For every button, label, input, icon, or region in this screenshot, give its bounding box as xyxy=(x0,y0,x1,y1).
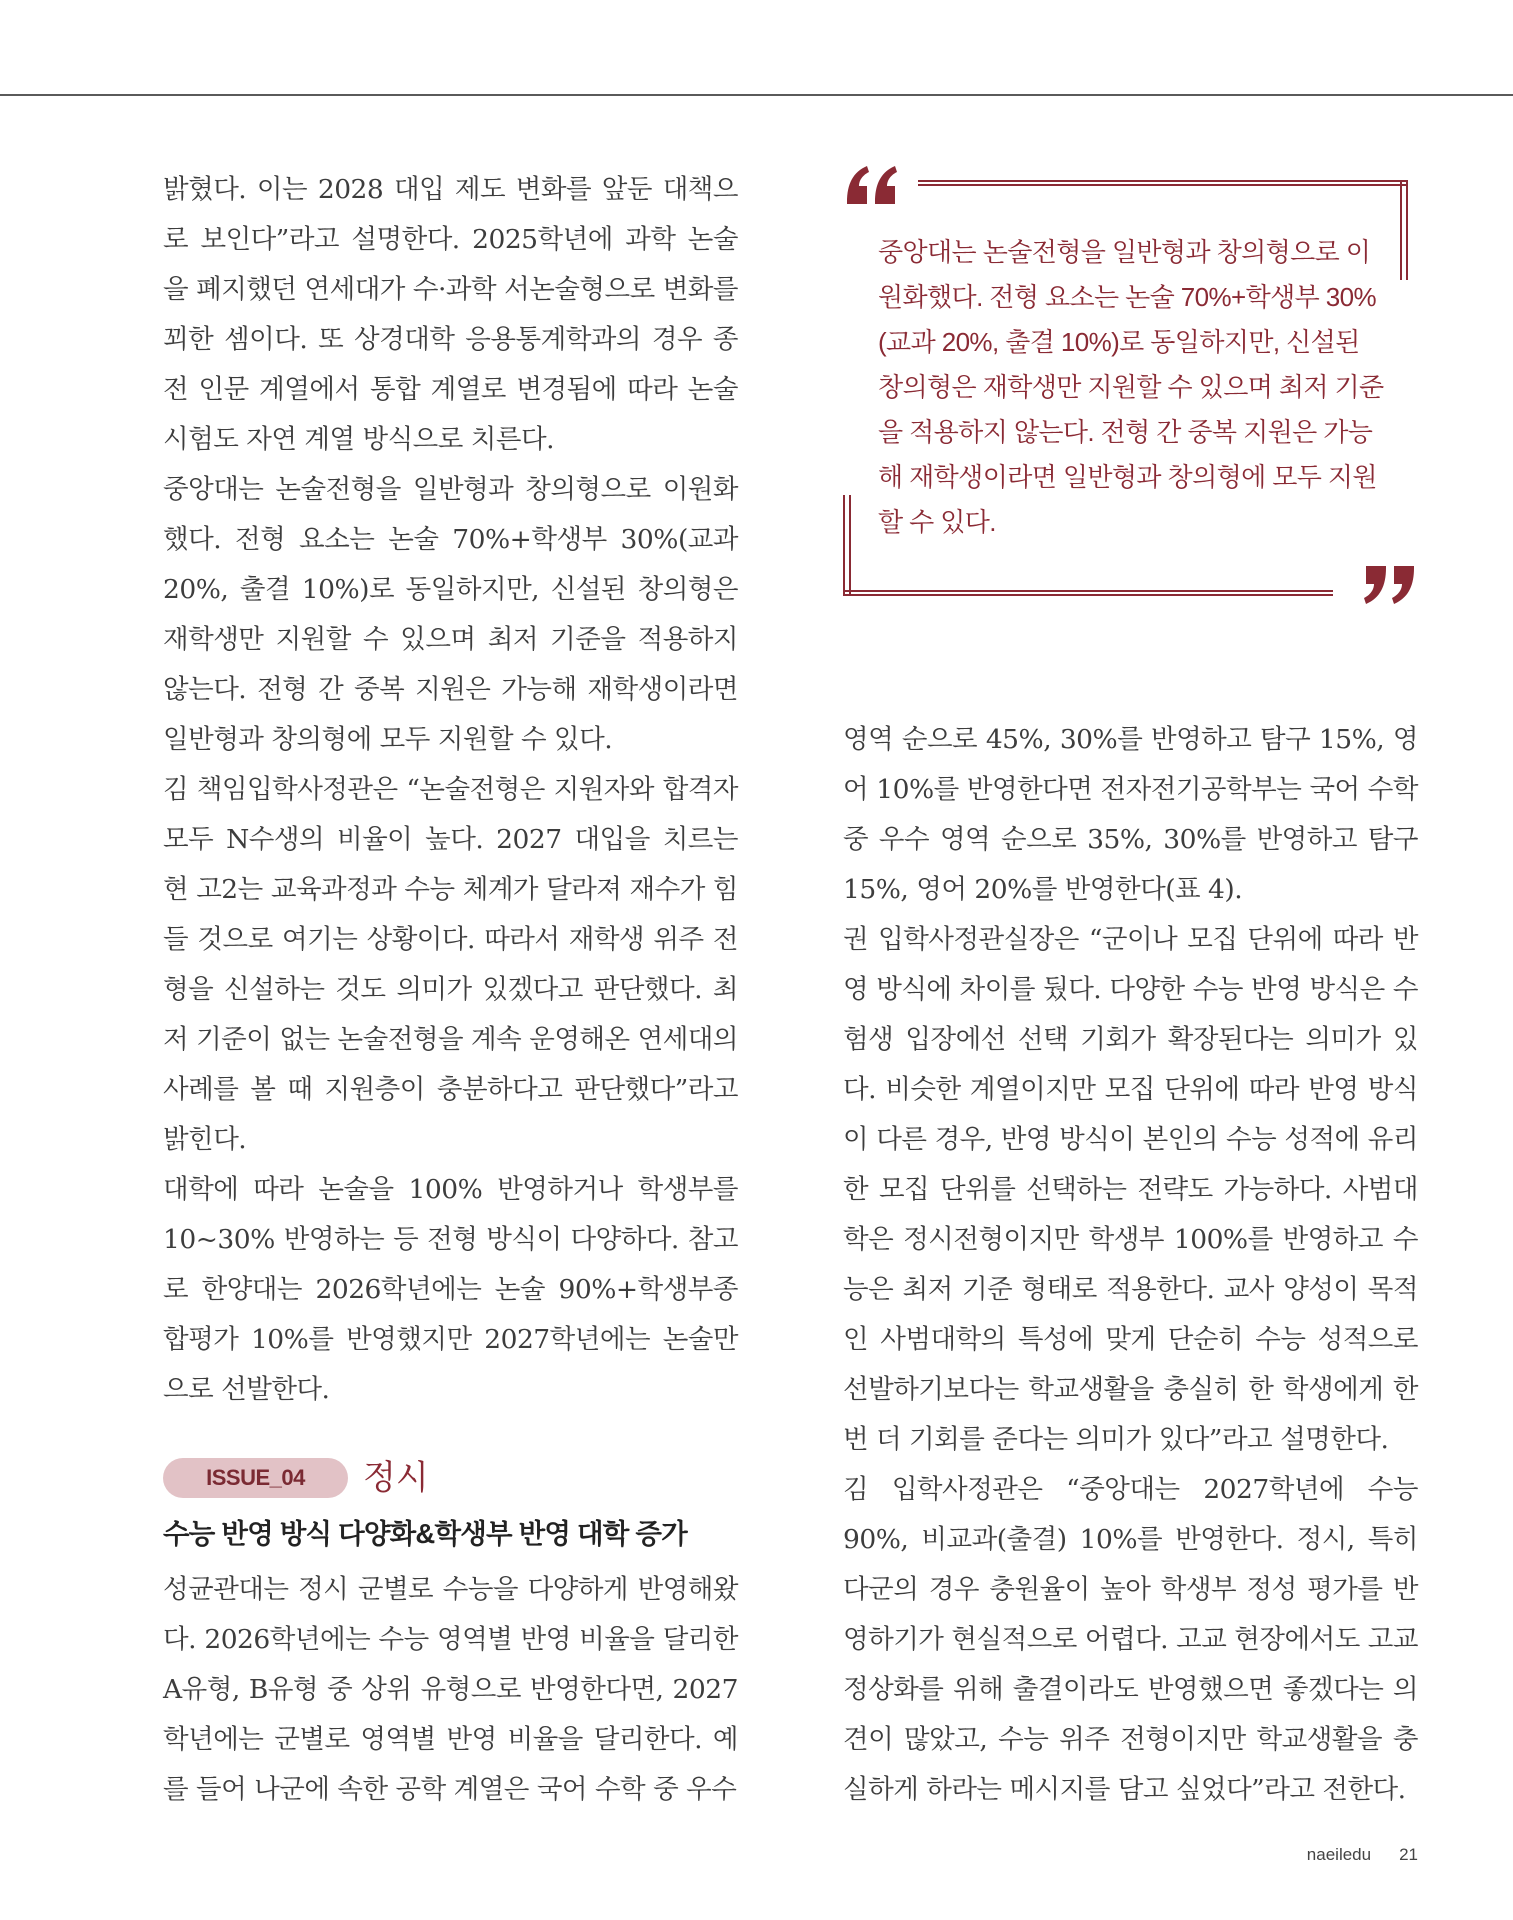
body-paragraph: 밝혔다. 이는 2028 대입 제도 변화를 앞둔 대책으로 보인다”라고 설명한다. 2025학년에 과학 논술을 폐지했던 연세대가 수·과학 서논술형으로 변화를 꾀한 셈이다. 또 상경대학 응용통계학과의 경우 종전 인문 계열에서 통합 계열로 변경됨에 따라 논술 시험도 자연 계열 방식으로 치른다. xyxy=(163,174,738,455)
body-paragraph: 중앙대는 논술전형을 일반형과 창의형으로 이원화했다. 전형 요소는 논술 70%+학생부 30%(교과 20%, 출결 10%)로 동일하지만, 신설된 창의형은 재학생만 지원할 수 있으며 최저 기준을 적용하지 않는다. 전형 간 중복 지원은 가능해 재학생이라면 일반형과 창의형에 모두 지원할 수 있다. xyxy=(163,474,738,755)
top-rule xyxy=(0,94,1513,96)
right-column xyxy=(843,715,1418,1815)
issue-section xyxy=(163,1452,763,1549)
quote-text: 중앙대는 논술전형을 일반형과 창의형으로 이원화했다. 전형 요소는 논술 70%+학생부 30%(교과 20%, 출결 10%)로 동일하지만, 신설된 창의형은 재학생만 지원할 수 있으며 최저 기준을 적용하지 않는다. 전형 간 중복 지원은 가능해 재학생이라면 일반형과 창의형에 모두 지원할 수 있다. xyxy=(878,237,1384,537)
body-paragraph: 영역 순으로 45%, 30%를 반영하고 탐구 15%, 영어 10%를 반영한다면 전자전기공학부는 국어 수학 중 우수 영역 순으로 35%, 30%를 반영하고 탐구 15%, 영어 20%를 반영한다(표 4). xyxy=(843,724,1418,905)
left-column xyxy=(163,165,738,1415)
issue-subtitle: 수능 반영 방식 다양화&학생부 반영 대학 증가 xyxy=(163,1518,687,1549)
quote-rule-bottom xyxy=(843,590,1333,596)
close-quote-icon xyxy=(1358,560,1418,610)
open-quote-icon xyxy=(843,160,903,210)
left-column-continued xyxy=(163,1565,738,1815)
pull-quote xyxy=(843,150,1418,610)
issue-badge: ISSUE_04 xyxy=(163,1458,348,1498)
quote-rule-left xyxy=(843,495,851,595)
issue-title: 정시 xyxy=(363,1459,429,1497)
quote-rule-right xyxy=(1400,180,1408,280)
body-paragraph: 김 책임입학사정관은 “논술전형은 지원자와 합격자 모두 N수생의 비율이 높다. 2027 대입을 치르는 현 고2는 교육과정과 수능 체계가 달라져 재수가 힘들 것으로 여기는 상황이다. 따라서 재학생 위주 전형을 신설하는 것도 의미가 있겠다고 판단했다. 최저 기준이 없는 논술전형을 계속 운영해온 연세대의 사례를 볼 때 지원층이 충분하다고 판단했다”라고 밝힌다. xyxy=(163,774,738,1155)
page-number: 21 xyxy=(1399,1845,1418,1864)
body-paragraph: 대학에 따라 논술을 100% 반영하거나 학생부를 10~30% 반영하는 등 전형 방식이 다양하다. 참고로 한양대는 2026학년에는 논술 90%+학생부종합평가 10%를 반영했지만 2027학년에는 논술만으로 선발한다. xyxy=(163,1174,738,1405)
body-paragraph: 권 입학사정관실장은 “군이나 모집 단위에 따라 반영 방식에 차이를 뒀다. 다양한 수능 반영 방식은 수험생 입장에선 선택 기회가 확장된다는 의미가 있다. 비슷한 계열이지만 모집 단위에 따라 반영 방식이 다른 경우, 반영 방식이 본인의 수능 성적에 유리한 모집 단위를 선택하는 전략도 가능하다. 사범대학은 정시전형이지만 학생부 100%를 반영하고 수능은 최저 기준 형태로 적용한다. 교사 양성이 목적인 사범대학의 특성에 맞게 단순히 수능 성적으로 선발하기보다는 학교생활을 충실히 한 학생에게 한 번 더 기회를 준다는 의미가 있다”라고 설명한다. xyxy=(843,924,1418,1455)
body-paragraph: 김 입학사정관은 “중앙대는 2027학년에 수능 90%, 비교과(출결) 10%를 반영한다. 정시, 특히 다군의 경우 충원율이 높아 학생부 정성 평가를 반영하기가 현실적으로 어렵다. 고교 현장에서도 고교 정상화를 위해 출결이라도 반영했으면 좋겠다는 의견이 많았고, 수능 위주 전형이지만 학교생활을 충실하게 하라는 메시지를 담고 싶었다”라고 전한다. xyxy=(843,1474,1418,1805)
quote-rule-top xyxy=(918,180,1408,186)
footer-brand: naeiledu xyxy=(1306,1845,1372,1864)
page-footer xyxy=(1279,1845,1418,1865)
body-paragraph: 성균관대는 정시 군별로 수능을 다양하게 반영해왔다. 2026학년에는 수능 영역별 반영 비율을 달리한 A유형, B유형 중 상위 유형으로 반영한다면, 2027학년에는 군별로 영역별 반영 비율을 달리한다. 예를 들어 나군에 속한 공학 계열은 국어 수학 중 우수 xyxy=(163,1574,738,1805)
